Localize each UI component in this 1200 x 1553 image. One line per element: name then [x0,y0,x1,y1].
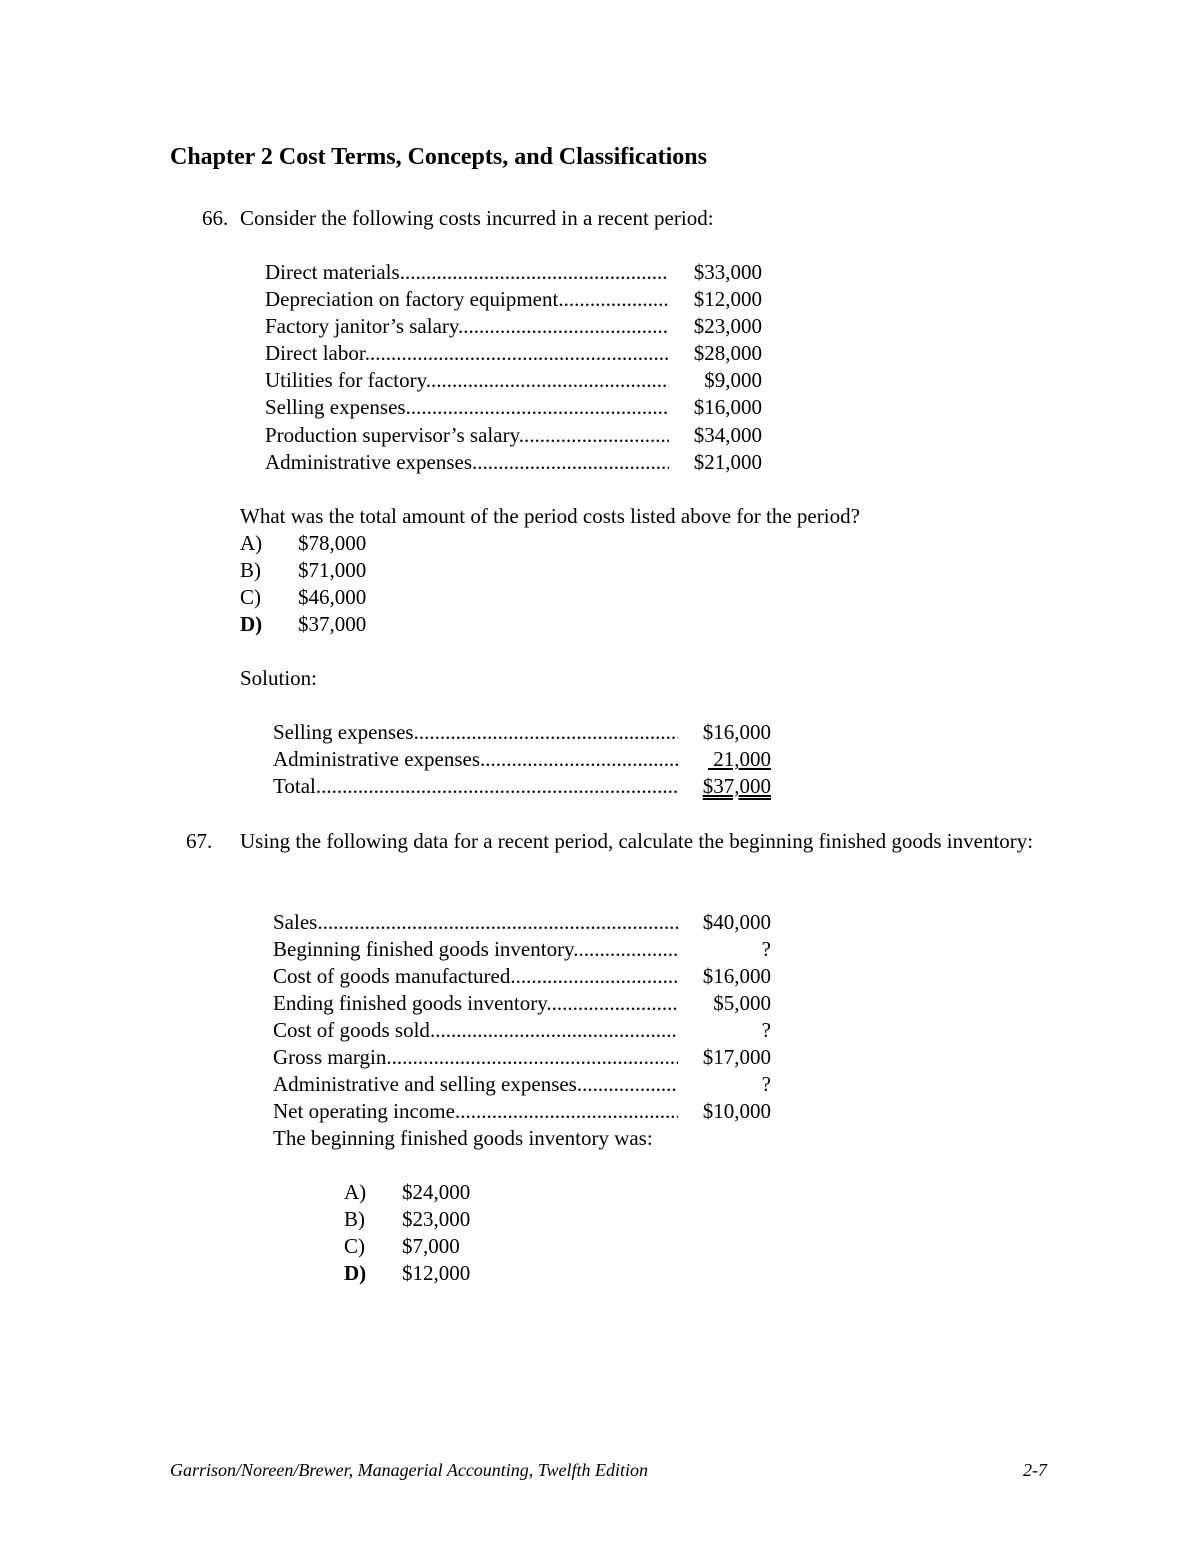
choice-letter: A) [240,531,263,555]
choice-value: $78,000 [298,531,367,555]
item-amount: $23,000 [693,314,762,338]
item-label: Utilities for factory ..... [265,367,669,394]
q67-prompt: Using the following data for a recent period, calculate the beginning finished goods inventory: [240,829,1034,853]
choice-a [240,530,366,557]
list-item [265,340,762,367]
chapter-title: Chapter 2 Cost Terms, Concepts, and Classifications [170,144,707,170]
item-label: Administrative and selling expenses ..... [273,1071,678,1098]
choice-letter: B) [240,558,261,582]
q67-question: The beginning finished goods inventory was: [273,1126,653,1150]
list-item [265,259,762,286]
item-label: Gross margin ..... [273,1044,678,1071]
choice-letter: B) [344,1207,365,1231]
q66-number: 66. [202,206,229,230]
page-number: 2-7 [1023,1460,1047,1480]
item-amount: $12,000 [693,287,762,311]
choice-value: $46,000 [298,585,367,609]
item-label: Direct materials ..... [265,259,669,286]
list-item [265,422,762,449]
item-label: Sales ..... [273,909,678,936]
item-label: Depreciation on factory equipment ..... [265,286,669,313]
list-item [273,719,771,746]
item-label: Cost of goods manufactured ..... [273,963,678,990]
choice-b [240,557,366,584]
solution-label: Solution: [240,666,318,690]
list-item [273,936,771,963]
choice-value: $23,000 [402,1207,471,1231]
list-item [265,394,762,421]
item-amount: $28,000 [693,341,762,365]
item-amount: $34,000 [693,423,762,447]
item-label: Selling expenses ..... [265,394,669,421]
list-item [273,773,771,800]
choice-letter: C) [344,1234,365,1258]
choice-letter: D) [344,1261,367,1285]
item-amount: $40,000 [702,910,771,934]
q66-question: What was the total amount of the period costs listed above for the period? [240,504,860,528]
choice-d-correct [344,1260,470,1287]
item-label: Direct labor ..... [265,340,669,367]
item-label: Beginning finished goods inventory ..... [273,936,678,963]
list-item [265,286,762,313]
item-label: Ending finished goods inventory ..... [273,990,678,1017]
choice-value: $12,000 [402,1261,471,1285]
item-label: Selling expenses ..... [273,719,678,746]
item-amount: $9,000 [704,368,762,392]
item-label: Factory janitor’s salary ..... [265,313,669,340]
item-label: Total ..... [273,773,678,800]
list-item [273,1071,771,1098]
item-amount: $16,000 [693,395,762,419]
choice-b [344,1206,470,1233]
item-label: Net operating income ..... [273,1098,678,1125]
item-amount: ? [761,937,771,961]
item-amount: 21,000 [708,747,771,771]
choice-c [240,584,366,611]
choice-d-correct [240,611,366,638]
item-amount: $10,000 [702,1099,771,1123]
item-amount: $16,000 [702,720,771,744]
choice-letter: D) [240,612,263,636]
q67-number: 67. [186,829,213,853]
list-item [273,1017,771,1044]
item-label: Production supervisor’s salary ..... [265,422,669,449]
list-item [273,1044,771,1071]
choice-c [344,1233,460,1260]
item-label: Cost of goods sold ..... [273,1017,678,1044]
choice-value: $7,000 [402,1234,460,1258]
list-item [265,367,762,394]
item-amount: $17,000 [702,1045,771,1069]
choice-letter: A) [344,1180,367,1204]
footer-source: Garrison/Noreen/Brewer, Managerial Accounting, Twelfth Edition [170,1460,648,1480]
list-item [273,990,771,1017]
choice-value: $24,000 [402,1180,471,1204]
item-amount: $33,000 [693,260,762,284]
list-item [265,313,762,340]
list-item [273,1098,771,1125]
item-label: Administrative expenses ..... [273,746,678,773]
list-item [273,746,771,773]
item-label: Administrative expenses ..... [265,449,669,476]
q66-prompt: Consider the following costs incurred in a recent period: [240,206,714,230]
choice-value: $71,000 [298,558,367,582]
choice-letter: C) [240,585,261,609]
list-item [273,963,771,990]
choice-value: $37,000 [298,612,367,636]
list-item [273,909,771,936]
item-amount: ? [761,1018,771,1042]
choice-a [344,1179,470,1206]
item-amount: $5,000 [713,991,771,1015]
item-amount: ? [761,1072,771,1096]
item-amount: $21,000 [693,450,762,474]
item-amount: $37,000 [702,774,771,798]
list-item [265,449,762,476]
item-amount: $16,000 [702,964,771,988]
